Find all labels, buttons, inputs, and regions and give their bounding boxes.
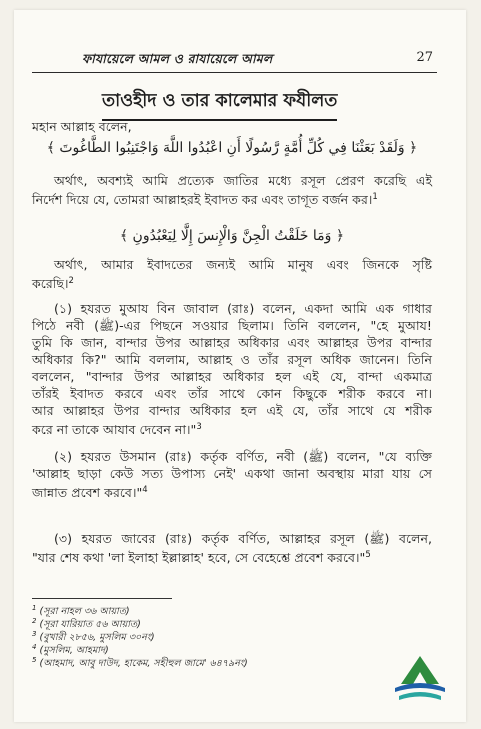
publisher-logo-icon: [391, 654, 449, 706]
footnote-mark: 4: [142, 485, 148, 495]
footnote-mark: 3: [196, 422, 202, 432]
footnote-mark: 2: [68, 276, 74, 286]
text-line: করে না তাকে আযাব দেবেন না।": [32, 422, 197, 438]
footnote-number: 3: [32, 630, 37, 638]
text-line: বললেন, "বান্দার উপর আল্লাহর অধিকার হল এই যে, বান্দা একমাত্র: [32, 369, 432, 384]
running-title: ফাযায়েলে আমল ও রাযায়েলে আমল: [82, 51, 273, 66]
footnote-number: 5: [32, 656, 37, 664]
text-line: আর আল্লাহর উপর বান্দার অধিকার হল এই যে, তাঁর সাথে যে শরীক: [32, 403, 432, 418]
footnote-text: (সূরা যারিয়াত ৫৬ আয়াত): [39, 619, 141, 631]
text-line: অর্থাৎ, অবশ্যই আমি প্রত্যেক জাতির মধ্যে রসূল প্রেরণ করেছি এই: [54, 173, 432, 188]
text-line: 'আল্লাহ ছাড়া কেউ সত্য উপাস্য নেই' একথা জানা অবস্থায় মারা যায় সে: [32, 466, 432, 481]
text-line: (২) হযরত উসমান (রাঃ) কর্তৃক বর্ণিত, নবী (ﷺ) বলেন, "যে ব্যক্তি: [54, 449, 432, 464]
footnote: [32, 654, 248, 670]
translation-paragraph-2: [32, 256, 432, 292]
page-number: 27: [416, 50, 433, 65]
text-line: নির্দেশ দিয়ে যে, তোমরা আল্লাহরই ইবাদত কর এবং তাগূত বর্জন কর।: [32, 192, 373, 208]
footnote-text: (সূরা নাহল ৩৬ আয়াত): [39, 606, 130, 618]
text-line: করেছি।: [32, 276, 69, 292]
section-heading: তাওহীদ ও তার কালেমার ফযীলত: [102, 88, 337, 121]
text-line: তাঁরই ইবাদত করবে এবং তাঁর সাথে কোন কিছুকে শরীক করবে না।: [32, 386, 432, 401]
text-line: জান্নাত প্রবেশ করবে।": [32, 485, 143, 501]
hadith-paragraph-2: [32, 448, 432, 501]
hadith-paragraph-1: [32, 300, 432, 438]
translation-paragraph-1: [32, 172, 432, 208]
footnote-number: 1: [32, 604, 37, 612]
text-line: অর্থাৎ, আমার ইবাদতের জন্যই আমি মানুষ এবং জিনকে সৃষ্টি: [54, 257, 432, 272]
footnote-mark: 5: [365, 550, 371, 560]
text-line: (১) হযরত মুআয বিন জাবাল (রাঃ) বলেন, একদা আমি এক গাধার: [54, 301, 432, 316]
footnote-number: 2: [32, 617, 37, 625]
footnote-mark: 1: [372, 192, 378, 202]
footnote-number: 4: [32, 643, 37, 651]
text-line: অধিকার কি?" আমি বললাম, আল্লাহ ও তাঁর রসূল অধিক জানেন। তিনি: [32, 352, 432, 367]
quran-verse-2: ﴿ وَمَا خَلَقْتُ الْجِنَّ وَالْإِنسَ إِلَّا لِيَعْبُدُونِ ﴾: [119, 228, 345, 244]
quran-verse-1: ﴿ وَلَقَدْ بَعَثْنَا فِي كُلِّ أُمَّةٍ رَّسُولًا أَنِ اعْبُدُوا اللَّهَ وَاجْتَنِبُوا الطَّاغُوتَ ﴾: [46, 140, 418, 156]
intro-text: মহান আল্লাহ বলেন,: [32, 119, 132, 134]
text-line: পিঠে নবী (ﷺ)-এর পিছনে সওয়ার ছিলাম। তিনি বললেন, "হে মুআয!: [32, 318, 432, 333]
footnote-text: (আহমাদ, আবু দাউদ, হাকেম, সহীহুল জামে' ৬৪৭৯নং): [39, 658, 248, 670]
hadith-paragraph-3: [32, 530, 432, 566]
footnote-text: (বুখারী ২৮৫৬, মুসলিম ৩০নং): [39, 632, 155, 644]
text-line: তুমি কি জান, বান্দার উপর আল্লাহর অধিকার এবং আল্লাহর উপর বান্দার: [32, 335, 432, 350]
text-line: (৩) হযরত জাবের (রাঃ) কর্তৃক বর্ণিত, আল্লাহর রসূল (ﷺ) বলেন,: [54, 531, 433, 546]
footnote-text: (মুসলিম, আহমাদ): [39, 645, 109, 657]
page-header: [32, 46, 437, 73]
footnote-divider: [32, 598, 172, 599]
text-line: "যার শেষ কথা 'লা ইলাহা ইল্লাল্লাহ' হবে, সে বেহেশ্তে প্রবেশ করবে।": [32, 550, 366, 566]
